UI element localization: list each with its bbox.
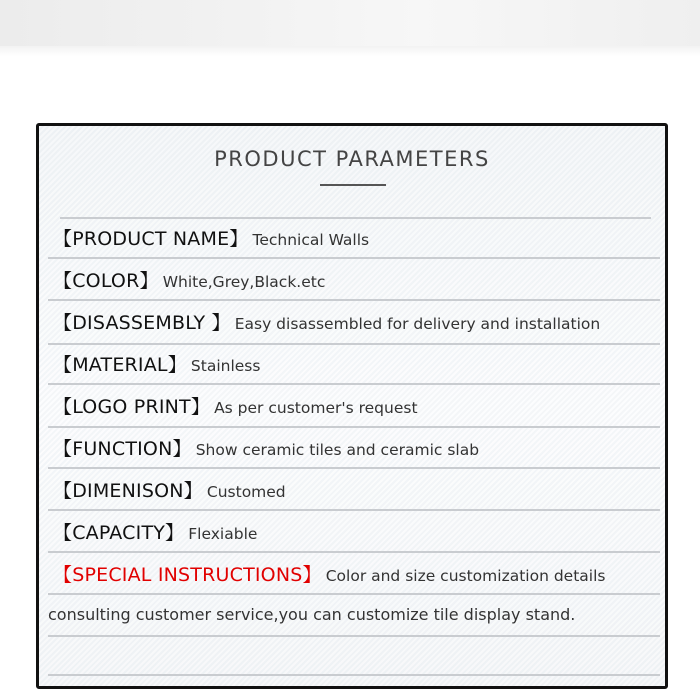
param-value: Color and size customization details — [325, 567, 606, 585]
title-underline — [320, 184, 386, 186]
param-key: 【COLOR】 — [53, 270, 159, 292]
divider — [48, 426, 660, 428]
param-value: Customed — [206, 483, 286, 501]
param-key: 【DIMENISON】 — [53, 480, 203, 502]
param-value: Show ceramic tiles and ceramic slab — [195, 441, 480, 459]
param-key: 【MATERIAL】 — [53, 354, 187, 376]
param-value: Technical Walls — [252, 231, 370, 249]
param-row-color — [53, 266, 325, 296]
param-row-logo-print — [53, 392, 418, 422]
param-key: 【FUNCTION】 — [53, 438, 192, 460]
param-value: White,Grey,Black.etc — [162, 273, 326, 291]
param-row-special-instructions — [53, 560, 605, 590]
param-row-capacity — [53, 518, 257, 548]
param-key: 【CAPACITY】 — [53, 522, 185, 544]
divider — [48, 383, 660, 385]
top-banner — [0, 0, 700, 46]
divider — [48, 509, 660, 511]
param-value: As per customer's request — [214, 399, 418, 417]
param-row-product-name — [53, 224, 369, 254]
divider — [48, 551, 660, 553]
divider — [48, 257, 660, 259]
param-key: 【DISASSEMBLY 】 — [53, 312, 231, 334]
section-title: PRODUCT PARAMETERS — [214, 147, 490, 171]
divider — [48, 593, 660, 595]
divider — [48, 635, 660, 637]
param-row-dimension — [53, 476, 286, 506]
param-value: Stainless — [190, 357, 261, 375]
divider — [60, 217, 651, 219]
divider — [48, 343, 660, 345]
divider — [48, 674, 660, 676]
special-instructions-continuation: consulting customer service,you can customize tile display stand. — [48, 605, 576, 624]
param-value: Flexiable — [188, 525, 258, 543]
param-key: 【PRODUCT NAME】 — [53, 228, 249, 250]
param-key-special: 【SPECIAL INSTRUCTIONS】 — [53, 564, 322, 586]
divider — [48, 299, 660, 301]
param-row-disassembly — [53, 308, 600, 338]
param-value: Easy disassembled for delivery and installation — [234, 315, 601, 333]
product-parameters-panel — [36, 123, 668, 689]
divider — [48, 467, 660, 469]
param-key: 【LOGO PRINT】 — [53, 396, 211, 418]
param-row-function — [53, 434, 479, 464]
param-row-material — [53, 350, 260, 380]
